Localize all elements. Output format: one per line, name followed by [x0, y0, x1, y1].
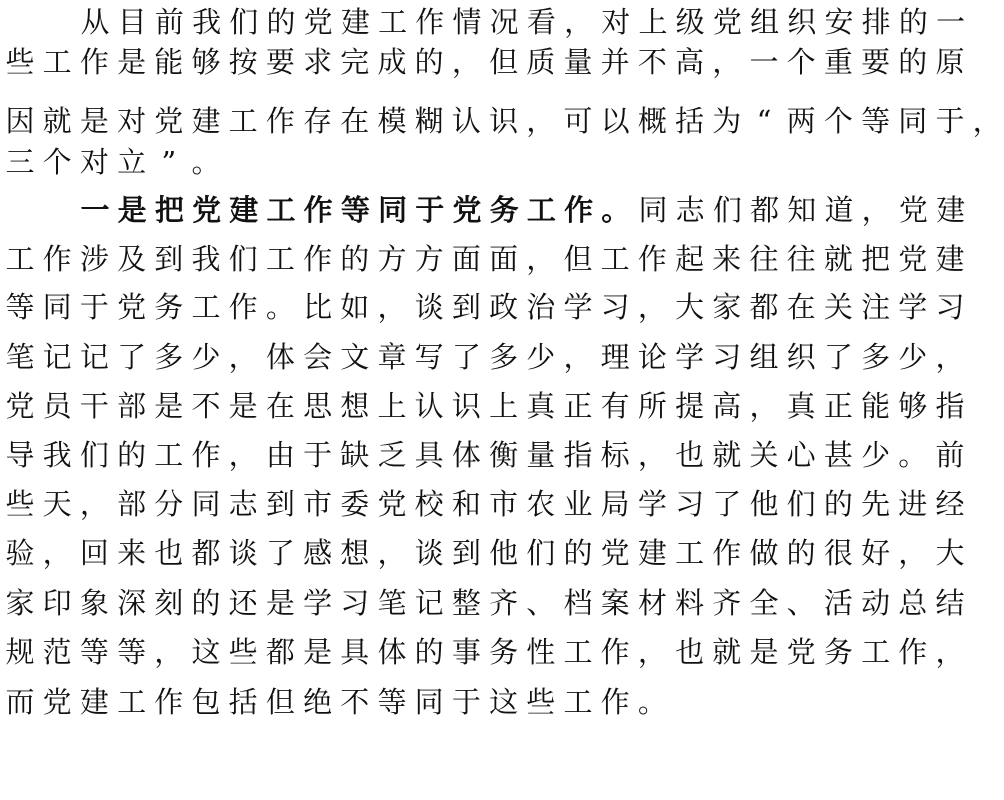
- text-line: 家 印 象 深 刻 的 还 是 学 习 笔 记 整 齐 、 档 案 材 料 齐 全 、 活 动 总 结: [5, 586, 965, 620]
- text-line: 些 天 ， 部 分 同 志 到 市 委 党 校 和 市 农 业 局 学 习 了 他 们 的 先 进 经: [5, 487, 965, 521]
- text-line: 规 范 等 等 ， 这 些 都 是 具 体 的 事 务 性 工 作 ， 也 就 是 党 务 工 作 ，: [5, 635, 965, 669]
- text-line: 而 党 建 工 作 包 括 但 绝 不 等 同 于 这 些 工 作 。: [5, 685, 667, 719]
- text-line: 从 目 前 我 们 的 党 建 工 作 情 况 看 ， 对 上 级 党 组 织 安 排 的 一: [80, 5, 966, 39]
- text-line: 三 个 对 立 ” 。: [5, 145, 221, 179]
- text-line: 导 我 们 的 工 作 ， 由 于 缺 乏 具 体 衡 量 指 标 ， 也 就 关 心 甚 少 。 前: [5, 438, 965, 472]
- text-line: 因 就 是 对 党 建 工 作 存 在 模 糊 认 识 ， 可 以 概 括 为 “ 两 个 等 同 于 ，: [5, 104, 1002, 138]
- text-line: 验 ， 回 来 也 都 谈 了 感 想 ， 谈 到 他 们 的 党 建 工 作 做 的 很 好 ， 大: [5, 536, 965, 570]
- text-line: 工 作 涉 及 到 我 们 工 作 的 方 方 面 面 ， 但 工 作 起 来 往 往 就 把 党 建: [5, 242, 965, 276]
- text-line: 党 员 干 部 是 不 是 在 思 想 上 认 识 上 真 正 有 所 提 高 ， 真 正 能 够 指: [5, 389, 965, 423]
- text-line: 等 同 于 党 务 工 作 。 比 如 ， 谈 到 政 治 学 习 ， 大 家 都 在 关 注 学 习: [5, 290, 965, 324]
- text-line: 些 工 作 是 能 够 按 要 求 完 成 的 ， 但 质 量 并 不 高 ， 一 个 重 要 的 原: [5, 45, 965, 79]
- text-line: 笔 记 记 了 多 少 ， 体 会 文 章 写 了 多 少 ， 理 论 学 习 组 织 了 多 少 ，: [5, 340, 965, 374]
- lead-sentence-line: 一 是 把 党 建 工 作 等 同 于 党 务 工 作 。 同 志 们 都 知 道 ， 党 建: [80, 193, 966, 227]
